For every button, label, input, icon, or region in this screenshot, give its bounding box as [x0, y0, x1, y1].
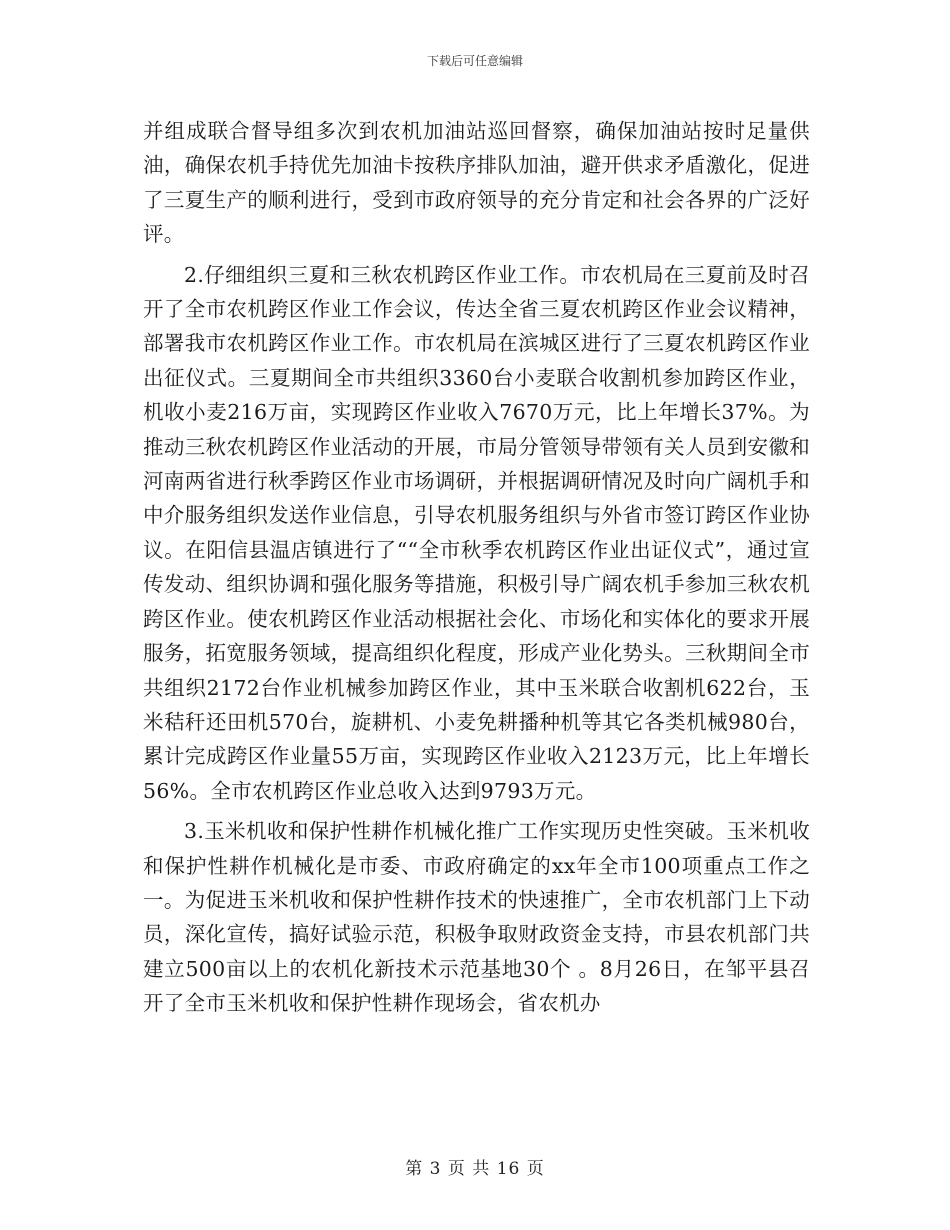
body-text [143, 114, 810, 1021]
paragraph-section-2: 2.仔细组织三夏和三秋农机跨区作业工作。市农机局在三夏前及时召开了全市农机跨区作业工作会议，传达全省三夏农机跨区作业会议精神，部署我市农机跨区作业工作。市农机局在滨城区进行了三夏农机跨区作业出征仪式。三夏期间全市共组织3360台小麦联合收割机参加跨区作业，机收小麦216万亩，实现跨区作业收入7670万元，比上年增长37%。为推动三秋农机跨区作业活动的开展，市局分管领导带领有关人员到安徽和河南两省进行秋季跨区作业市场调研，并根据调研情况及时向广阔机手和中介服务组织发送作业信息，引导农机服务组织与外省市签订跨区作业协议。在阳信县温店镇进行了““全市秋季农机跨区作业出证仪式”，通过宣传发动、组织协调和强化服务等措施，积极引导广阔农机手参加三秋农机跨区作业。使农机跨区作业活动根据社会化、市场化和实体化的要求开展服务，拓宽服务领域，提高组织化程度，形成产业化势头。三秋期间全市共组织2172台作业机械参加跨区作业，其中玉米联合收割机622台，玉米秸秆还田机570台，旋耕机、小麦免耕播种机等其它各类机械980台，累计完成跨区作业量55万亩，实现跨区作业收入2123万元，比上年增长56%。全市农机跨区作业总收入达到9793万元。 [143, 262, 810, 803]
paragraph-section-3: 3.玉米机收和保护性耕作机械化推广工作实现历史性突破。玉米机收和保护性耕作机械化是市委、市政府确定的xx年全市100项重点工作之一。为促进玉米机收和保护性耕作技术的快速推广，全市农机部门上下动员，深化宣传，搞好试验示范，积极争取财政资金支持，市县农机部门共建立500亩以上的农机化新技术示范基地30个 。8月26日，在邹平县召开了全市玉米机收和保护性耕作现场会，省农机办 [143, 819, 810, 1016]
page-number-footer: 第 3 页 共 16 页 [405, 1159, 545, 1179]
page-header: 下载后可任意编辑 [426, 54, 523, 68]
paragraph-continuation: 并组成联合督导组多次到农机加油站巡回督察，确保加油站按时足量供油，确保农机手持优先加油卡按秩序排队加油，避开供求矛盾激化，促进了三夏生产的顺利进行，受到市政府领导的充分肯定和社会各界的广泛好评。 [143, 119, 810, 247]
